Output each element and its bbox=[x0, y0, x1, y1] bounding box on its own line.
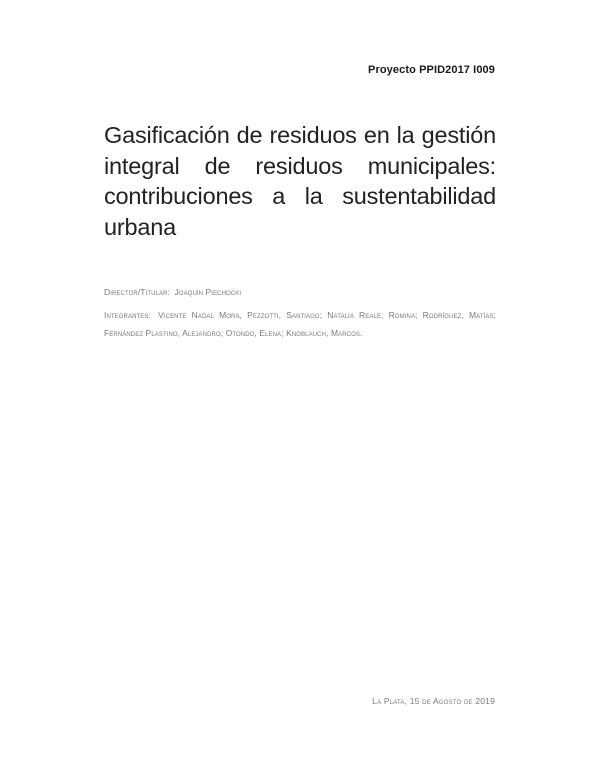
members-line bbox=[104, 306, 496, 342]
director-line bbox=[104, 283, 496, 301]
members-list: Vicente Nadal Mora, Pezzotti, Santiago; Natalia Reale, Romina; Rodríguez, Matías; Fernández Plastino, Alejandro; Otondo, Elena; Knoblauch, Marcos. bbox=[104, 310, 497, 338]
members-label: Integrantes: bbox=[104, 310, 151, 320]
footer-date: La Plata, 15 de Agosto de 2019 bbox=[372, 696, 495, 706]
document-title: Gasificación de residuos en la gestión integral de residuos municipales: contribuciones a la sustentabilidad urbana bbox=[104, 122, 496, 240]
project-code: Proyecto PPID2017 I009 bbox=[368, 64, 495, 76]
director-name: Joaquín Piechocki bbox=[174, 287, 242, 297]
director-label: Director/Titular: bbox=[104, 287, 170, 297]
